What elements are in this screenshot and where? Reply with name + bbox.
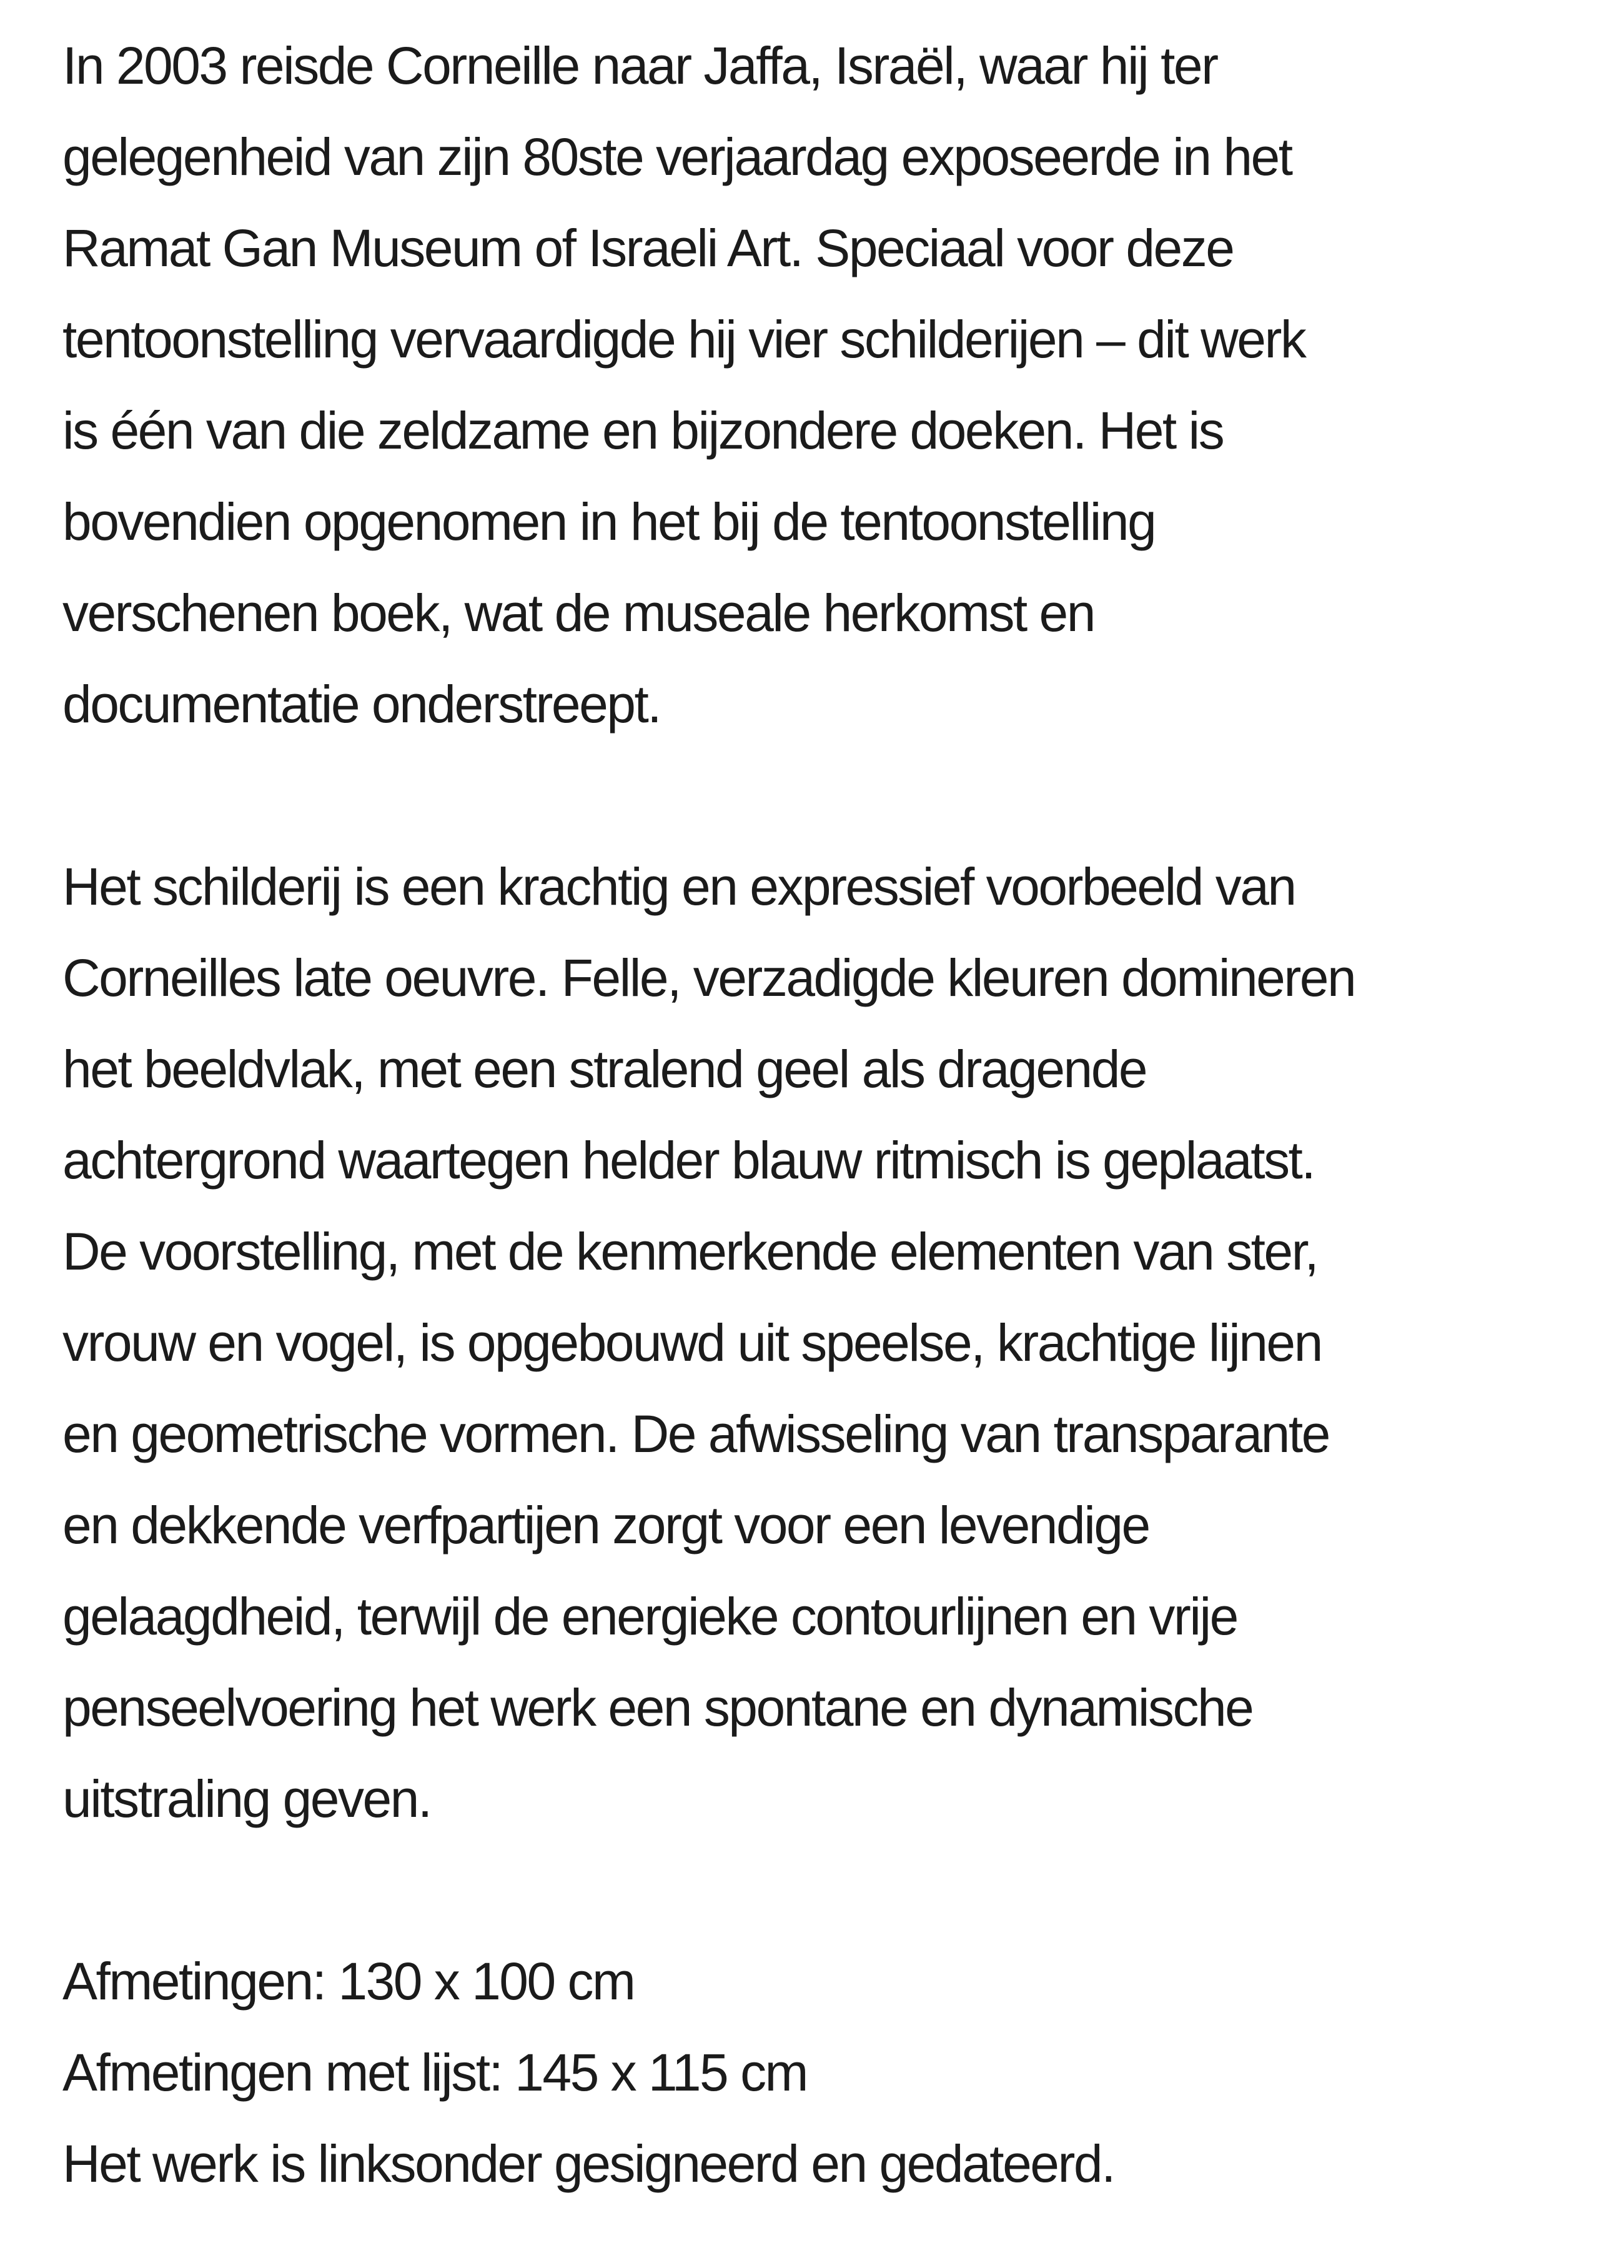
dimensions-with-frame-line: Afmetingen met lijst: 145 x 115 cm bbox=[62, 2043, 807, 2102]
text-line: uitstraling geven. bbox=[62, 1769, 431, 1828]
text-line: achtergrond waartegen helder blauw ritmisch is geplaatst. bbox=[62, 1131, 1315, 1190]
paragraph-artwork-details bbox=[62, 1936, 1568, 2209]
text-line: De voorstelling, met de kenmerkende elementen van ster, bbox=[62, 1222, 1318, 1281]
paragraph-exhibition-history bbox=[62, 20, 1568, 750]
text-line: penseelvoering het werk een spontane en dynamische bbox=[62, 1678, 1253, 1737]
text-line: en dekkende verfpartijen zorgt voor een levendige bbox=[62, 1496, 1149, 1554]
text-line: tentoonstelling vervaardigde hij vier schilderijen – dit werk bbox=[62, 310, 1305, 369]
text-line: en geometrische vormen. De afwisseling van transparante bbox=[62, 1405, 1329, 1463]
text-line: verschenen boek, wat de museale herkomst en bbox=[62, 584, 1094, 642]
text-line: Het schilderij is een krachtig en expressief voorbeeld van bbox=[62, 857, 1295, 916]
text-line: gelegenheid van zijn 80ste verjaardag exposeerde in het bbox=[62, 127, 1292, 186]
text-line: Ramat Gan Museum of Israeli Art. Speciaal voor deze bbox=[62, 219, 1234, 277]
text-line: documentatie onderstreept. bbox=[62, 675, 661, 734]
text-line: In 2003 reisde Corneille naar Jaffa, Israël, waar hij ter bbox=[62, 36, 1217, 95]
paragraph-style-description bbox=[62, 841, 1568, 1844]
dimensions-line: Afmetingen: 130 x 100 cm bbox=[62, 1952, 635, 2011]
text-line: gelaagdheid, terwijl de energieke contourlijnen en vrije bbox=[62, 1587, 1237, 1646]
text-line: vrouw en vogel, is opgebouwd uit speelse, krachtige lijnen bbox=[62, 1313, 1322, 1372]
text-line: het beeldvlak, met een stralend geel als dragende bbox=[62, 1040, 1147, 1098]
text-line: bovendien opgenomen in het bij de tentoonstelling bbox=[62, 492, 1156, 551]
text-line: Corneilles late oeuvre. Felle, verzadigde kleuren domineren bbox=[62, 948, 1355, 1007]
signature-note-line: Het werk is linksonder gesigneerd en gedateerd. bbox=[62, 2134, 1114, 2193]
text-line: is één van die zeldzame en bijzondere doeken. Het is bbox=[62, 401, 1224, 460]
